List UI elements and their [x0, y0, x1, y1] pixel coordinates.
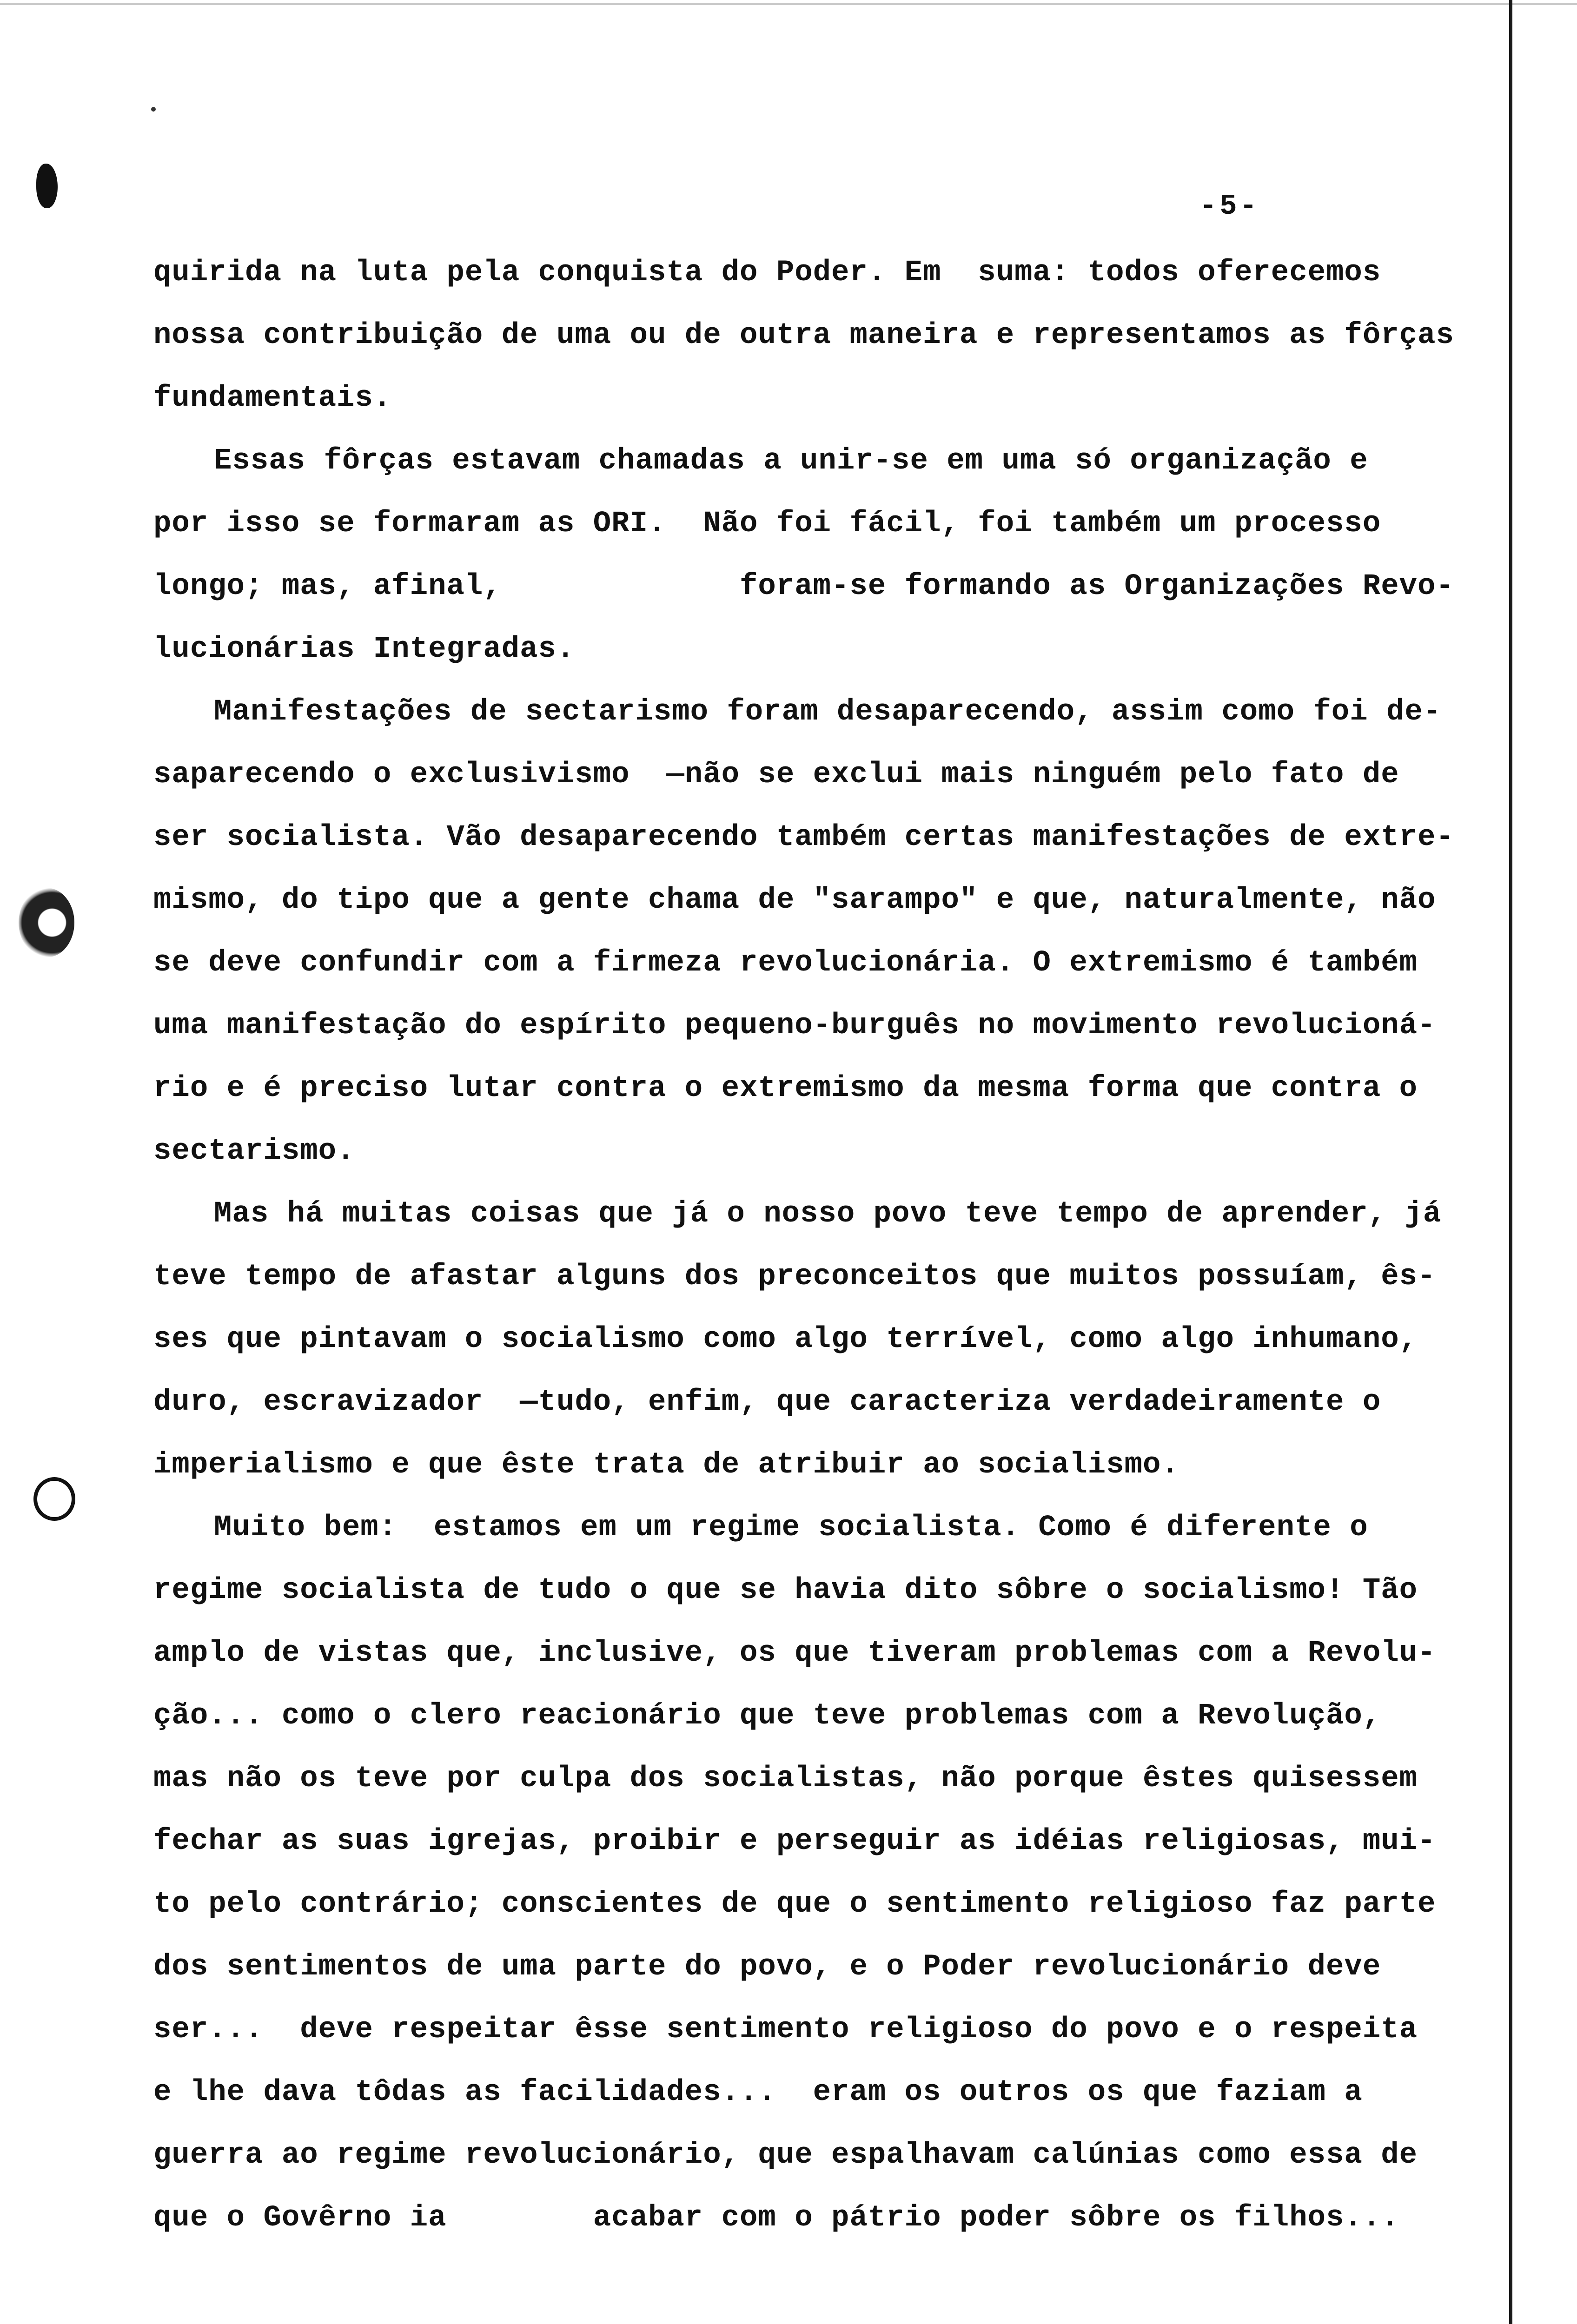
- top-scan-edge: [0, 3, 1577, 5]
- text-line: nossa contribuição de uma ou de outra maneira e representamos as fôrças: [153, 319, 1454, 352]
- text-line: ses que pintavam o socialismo como algo terrível, como algo inhumano,: [153, 1323, 1418, 1356]
- page-number: -5-: [1199, 190, 1260, 223]
- text-line: Manifestações de sectarismo foram desaparecendo, assim como foi de-: [214, 695, 1442, 729]
- text-line: sectarismo.: [153, 1135, 355, 1168]
- text-line: fechar as suas igrejas, proibir e perseguir as idéias religiosas, mui-: [153, 1825, 1436, 1858]
- text-line: mas não os teve por culpa dos socialistas, não porque êstes quisessem: [153, 1762, 1418, 1796]
- text-line: duro, escravizador —tudo, enfim, que caracteriza verdadeiramente o: [153, 1386, 1381, 1419]
- text-line: se deve confundir com a firmeza revolucionária. O extremismo é também: [153, 946, 1418, 980]
- text-line: mismo, do tipo que a gente chama de "sarampo" e que, naturalmente, não: [153, 884, 1436, 917]
- text-line: saparecendo o exclusivismo —não se exclui mais ninguém pelo fato de: [153, 758, 1399, 792]
- text-line: lucionárias Integradas.: [153, 633, 575, 666]
- text-line: que o Govêrno ia acabar com o pátrio poder sôbre os filhos...: [153, 2201, 1399, 2235]
- text-line: amplo de vistas que, inclusive, os que tiveram problemas com a Revolu-: [153, 1637, 1436, 1670]
- text-line: imperialismo e que êste trata de atribuir ao socialismo.: [153, 1448, 1179, 1482]
- text-line: por isso se formaram as ORI. Não foi fácil, foi também um processo: [153, 507, 1381, 541]
- text-line: Mas há muitas coisas que já o nosso povo teve tempo de aprender, já: [214, 1197, 1442, 1231]
- punch-hole-mark: [36, 164, 58, 208]
- text-line: quirida na luta pela conquista do Poder. Em suma: todos oferecemos: [153, 256, 1381, 290]
- punch-hole-mark: [19, 888, 74, 957]
- text-line: regime socialista de tudo o que se havia dito sôbre o socialismo! Tão: [153, 1574, 1418, 1607]
- body-text: [153, 242, 1506, 2250]
- text-line: ser socialista. Vão desaparecendo também certas manifestações de extre-: [153, 821, 1454, 854]
- text-line: e lhe dava tôdas as facilidades... eram os outros os que faziam a: [153, 2076, 1363, 2109]
- speck-mark: [151, 107, 156, 112]
- text-line: rio e é preciso lutar contra o extremismo da mesma forma que contra o: [153, 1072, 1418, 1105]
- text-line: dos sentimentos de uma parte do povo, e o Poder revolucionário deve: [153, 1950, 1381, 1984]
- punch-hole-mark: [33, 1477, 75, 1521]
- text-line: uma manifestação do espírito pequeno-burguês no movimento revolucioná-: [153, 1009, 1436, 1043]
- text-line: to pelo contrário; conscientes de que o sentimento religioso faz parte: [153, 1888, 1436, 1921]
- text-line: Muito bem: estamos em um regime socialista. Como é diferente o: [214, 1511, 1368, 1545]
- text-line: fundamentais.: [153, 382, 392, 415]
- text-line: longo; mas, afinal, foram-se formando as Organizações Revo-: [153, 570, 1454, 603]
- right-margin-line: [1509, 0, 1512, 2324]
- text-line: ção... como o clero reacionário que teve problemas com a Revolução,: [153, 1699, 1381, 1733]
- text-line: guerra ao regime revolucionário, que espalhavam calúnias como essa de: [153, 2139, 1418, 2172]
- text-line: Essas fôrças estavam chamadas a unir-se em uma só organização e: [214, 444, 1368, 478]
- text-line: teve tempo de afastar alguns dos preconceitos que muitos possuíam, ês-: [153, 1260, 1436, 1294]
- text-line: ser... deve respeitar êsse sentimento religioso do povo e o respeita: [153, 2013, 1418, 2047]
